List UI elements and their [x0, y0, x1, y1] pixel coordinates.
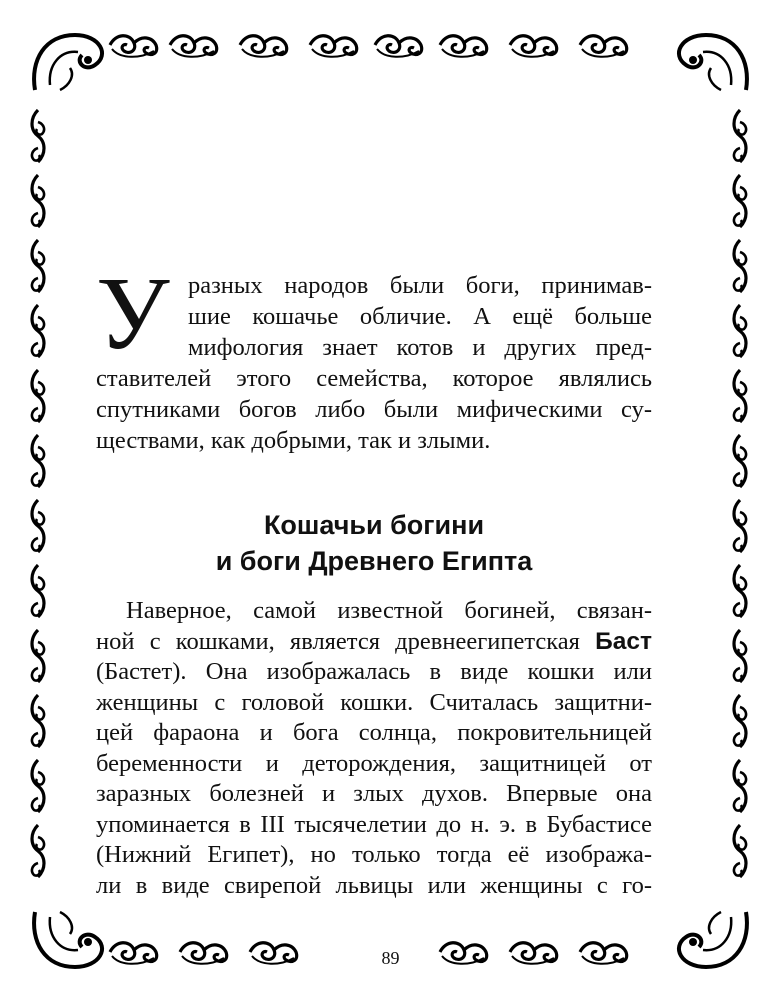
- body-line: (Нижний Египет), но только тогда её изобража-: [96, 841, 652, 868]
- intro-line: мифология знает котов и других пред-: [188, 334, 652, 361]
- body-line: Наверное, самой известной богиней, связан-: [126, 597, 652, 624]
- section-heading-line-1: Кошачьи богини: [263, 510, 485, 540]
- intro-line: ставителей этого семейства, которое являлись: [96, 365, 652, 392]
- intro-line: разных народов были боги, принимав-: [188, 272, 652, 299]
- intro-paragraph: [96, 256, 652, 456]
- body-line: [96, 627, 652, 658]
- body-line: ли в виде свирепой львицы или женщины с го-: [96, 871, 652, 899]
- body-paragraph: [96, 596, 652, 901]
- section-heading-line-2: и боги Древнего Египта: [215, 546, 533, 576]
- deity-name-bast: Баст: [595, 627, 652, 655]
- body-line: цей фараона и бога солнца, покровительницей: [96, 719, 652, 746]
- body-line: заразных болезней и злых духов. Впервые она: [96, 780, 652, 807]
- body-line: беременности и деторождения, защитницей от: [96, 749, 652, 777]
- intro-line: спутниками богов либо были мифическими су-: [96, 396, 652, 423]
- body-line: (Бастет). Она изображалась в виде кошки или: [96, 658, 652, 685]
- body-line: женщины с головой кошки. Считалась защитни-: [96, 688, 652, 716]
- drop-cap: У: [96, 256, 170, 371]
- intro-line: шие кошачье обличие. А ещё больше: [188, 303, 652, 330]
- body-line-text: ной с кошками, является древнеегипетская: [96, 627, 596, 655]
- page-number: 89: [381, 948, 400, 968]
- intro-line: ществами, как добрыми, так и злыми.: [96, 427, 491, 454]
- body-line: упоминается в III тысячелетии до н. э. в Бубастисе: [96, 810, 652, 838]
